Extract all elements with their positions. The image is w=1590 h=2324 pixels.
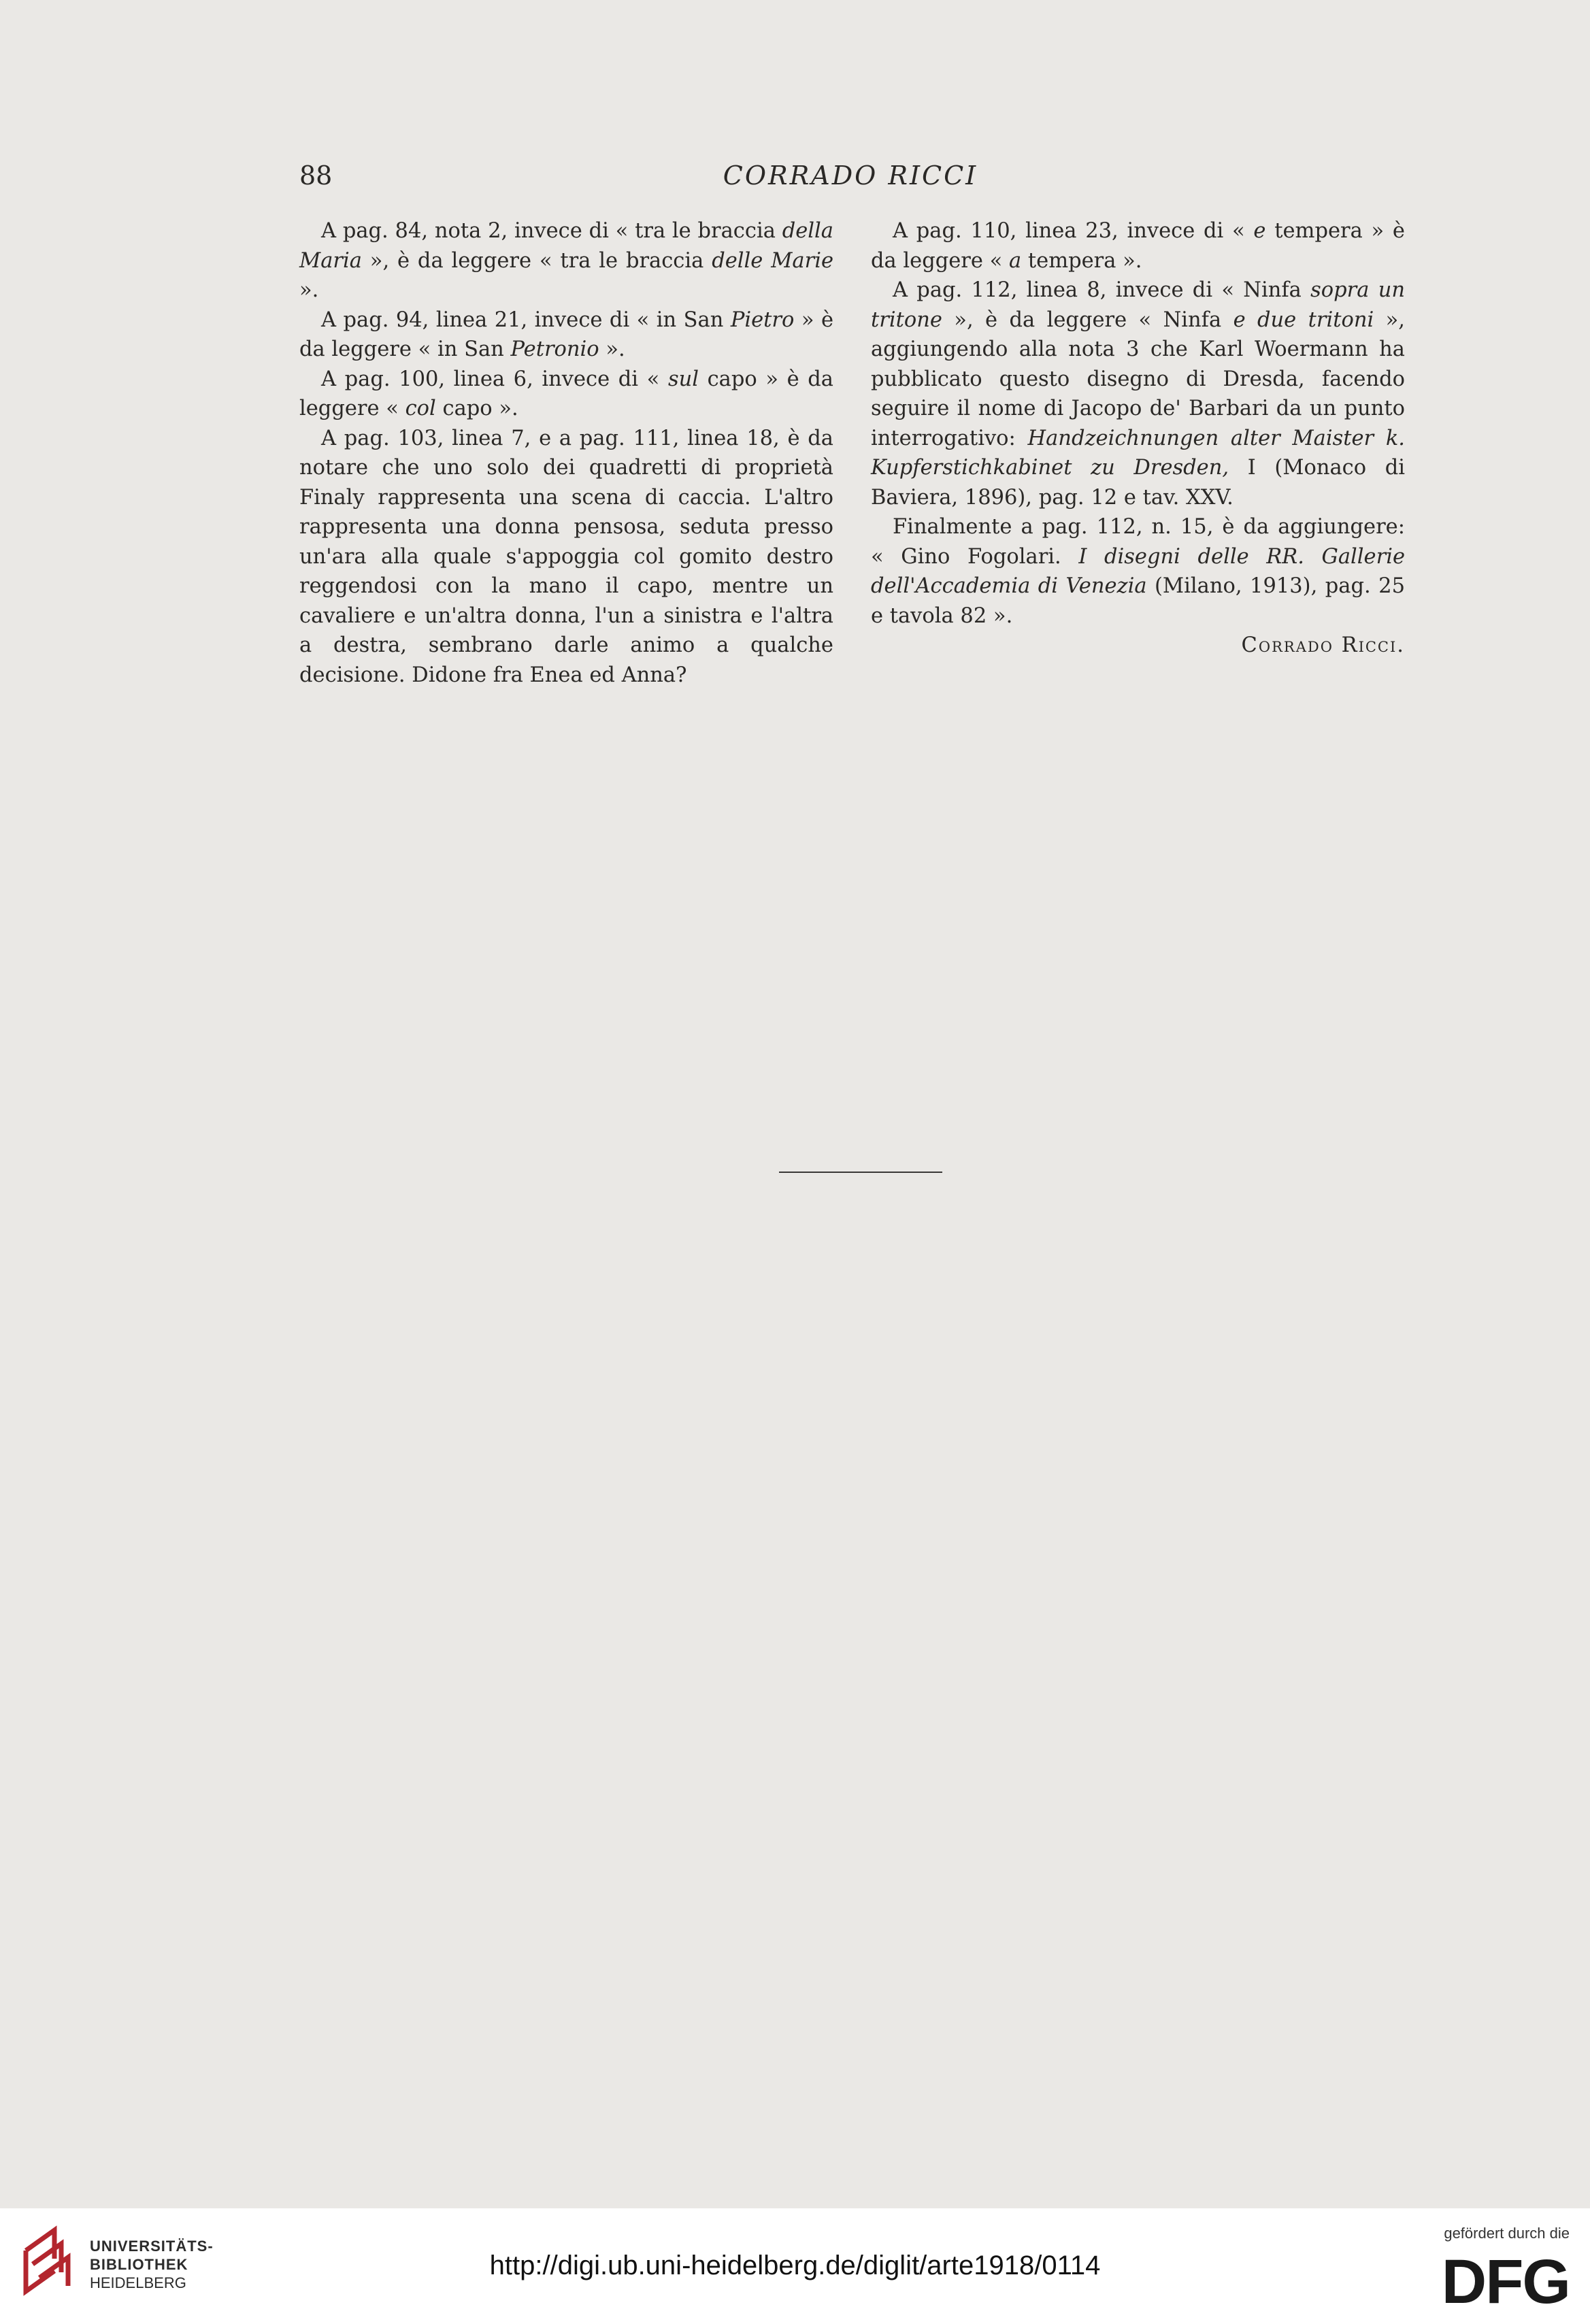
- paragraph: A pag. 94, linea 21, invece di « in San Pietro » è da leggere « in San Petronio ».: [299, 308, 833, 361]
- paragraph: A pag. 100, linea 6, invece di « sul capo » è da leggere « col capo ».: [299, 367, 833, 420]
- running-title: CORRADO RICCI: [723, 161, 978, 190]
- footer-bar: [0, 2208, 1590, 2324]
- italic-text: Handzeichnungen alter Maister k. Kupferstichkabinet zu Dresden,: [871, 426, 1405, 480]
- italic-text: e: [1253, 219, 1266, 243]
- italic-text: sopra un tritone: [871, 278, 1405, 332]
- author-signature: Corrado Ricci.: [1241, 633, 1405, 657]
- library-name-line3: HEIDELBERG: [90, 2274, 186, 2291]
- library-name-line2: BIBLIOTHEK: [90, 2256, 188, 2273]
- permalink-url[interactable]: http://digi.ub.uni-heidelberg.de/diglit/arte1918/0114: [489, 2251, 1101, 2280]
- italic-text: Petronio: [510, 337, 599, 361]
- italic-text: sul: [667, 367, 699, 391]
- italic-text: I disegni delle RR. Gallerie dell'Accademia di Venezia: [871, 544, 1405, 598]
- right-column: [871, 216, 1405, 661]
- left-column: [299, 216, 833, 690]
- italic-text: delle Marie: [712, 248, 833, 273]
- paragraph: Finalmente a pag. 112, n. 15, è da aggiungere: « Gino Fogolari. I disegni delle RR. Gallerie dell'Accademia di Venezia (Milano, 1913), pag. 25 e tavola 82 ».: [871, 515, 1405, 628]
- library-name-line1: UNIVERSITÄTS-: [90, 2238, 214, 2255]
- dfg-logo: DFG: [1441, 2247, 1570, 2317]
- section-divider: [779, 1172, 942, 1173]
- italic-text: a: [1009, 248, 1022, 273]
- funding-note: gefördert durch die: [1444, 2225, 1570, 2242]
- italic-text: col: [405, 397, 436, 420]
- paragraph: A pag. 84, nota 2, invece di « tra le braccia della Maria », è da leggere « tra le braccia delle Marie ».: [299, 219, 833, 302]
- paragraph: A pag. 110, linea 23, invece di « e tempera » è da leggere « a tempera ».: [871, 219, 1405, 273]
- italic-text: e due tritoni: [1233, 308, 1374, 332]
- italic-text: della Maria: [299, 219, 833, 273]
- paragraph: A pag. 112, linea 8, invece di « Ninfa sopra un tritone », è da leggere « Ninfa e due tritoni », aggiungendo alla nota 3 che Karl Woermann ha pubblicato questo disegno di Dresda, facendo seguire il nome di Jacopo de' Barbari da un punto interrogativo: Handzeichnungen alter Maister k. Kupferstichkabinet zu Dresden, I (Monaco di Baviera, 1896), pag. 12 e tav. XXV.: [871, 278, 1406, 510]
- italic-text: Pietro: [730, 308, 795, 332]
- paragraph: A pag. 103, linea 7, e a pag. 111, linea 18, è da notare che uno solo dei quadretti di proprietà Finaly rappresenta una scena di caccia. L'altro rappresenta una donna pensosa, seduta presso un'ara alla quale s'appoggia col gomito destro reggendosi con la mano il capo, mentre un cavaliere e un'altra donna, l'un a sinistra e l'altra a destra, sembrano darle animo a qualche decisione. Didone fra Enea ed Anna?: [299, 426, 833, 687]
- running-head: [299, 161, 1402, 201]
- page-number: 88: [299, 161, 333, 190]
